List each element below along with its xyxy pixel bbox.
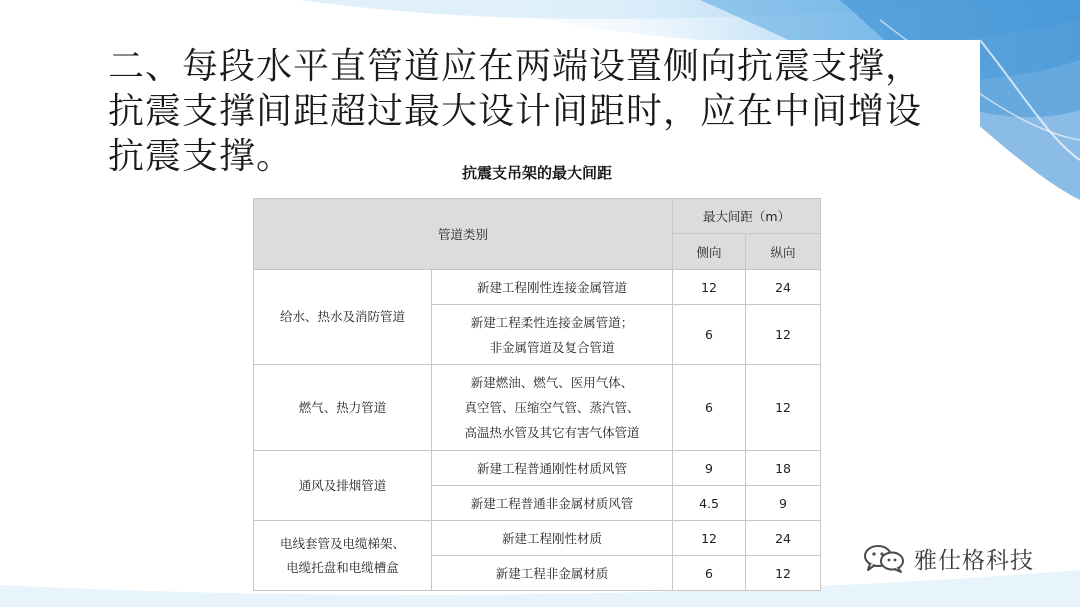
table-caption: 抗震支吊架的最大间距 (461, 164, 612, 182)
table-row (254, 521, 821, 556)
watermark (862, 540, 1034, 576)
category-cell: 给水、热水及消防管道 (254, 270, 432, 365)
longitudinal-cell: 12 (746, 556, 821, 591)
lateral-cell: 6 (673, 556, 746, 591)
category-line: 电线套管及电缆梯架、 (279, 535, 405, 551)
header-category: 管道类别 (254, 199, 673, 270)
subtype-line: 真空管、压缩空气管、蒸汽管、 (464, 400, 640, 415)
category-line: 电缆托盘和电缆槽盒 (286, 559, 399, 575)
wechat-icon (862, 543, 906, 573)
longitudinal-cell: 18 (746, 451, 821, 486)
category-cell (254, 521, 432, 591)
header-lateral: 侧向 (673, 234, 746, 270)
longitudinal-cell: 12 (746, 305, 821, 365)
table-row (254, 270, 821, 305)
spacing-table (253, 198, 821, 591)
subtype-cell: 新建工程刚性连接金属管道 (432, 270, 673, 305)
category-cell: 燃气、热力管道 (254, 365, 432, 451)
subtype-cell (432, 305, 673, 365)
lateral-cell: 9 (673, 451, 746, 486)
lateral-cell: 4.5 (673, 486, 746, 521)
lateral-cell: 6 (673, 305, 746, 365)
longitudinal-cell: 9 (746, 486, 821, 521)
longitudinal-cell: 12 (746, 365, 821, 451)
category-cell: 通风及排烟管道 (254, 451, 432, 521)
watermark-text: 雅仕格科技 (914, 547, 1034, 574)
subtype-cell: 新建工程普通刚性材质风管 (432, 451, 673, 486)
longitudinal-cell: 24 (746, 270, 821, 305)
table-row (254, 365, 821, 451)
subtype-line: 非金属管道及复合管道 (489, 339, 615, 355)
lateral-cell: 6 (673, 365, 746, 451)
subtype-line: 新建燃油、燃气、医用气体、 (470, 375, 634, 390)
header-max-spacing: 最大间距（m） (673, 199, 821, 234)
lateral-cell: 12 (673, 521, 746, 556)
lateral-cell: 12 (673, 270, 746, 305)
longitudinal-cell: 24 (746, 521, 821, 556)
slide-title: 二、每段水平直管道应在两端设置侧向抗震支撑，抗震支撑间距超过最大设计间距时，应在中间增设抗震支撑。 (108, 46, 923, 177)
subtype-cell: 新建工程普通非金属材质风管 (432, 486, 673, 521)
subtype-cell: 新建工程非金属材质 (432, 556, 673, 591)
subtype-line: 新建工程柔性连接金属管道； (470, 314, 634, 330)
header-longitudinal: 纵向 (746, 234, 821, 270)
subtype-line: 高温热水管及其它有害气体管道 (464, 425, 640, 440)
subtype-cell: 新建工程刚性材质 (432, 521, 673, 556)
table-row (254, 451, 821, 486)
subtype-cell (432, 365, 673, 451)
